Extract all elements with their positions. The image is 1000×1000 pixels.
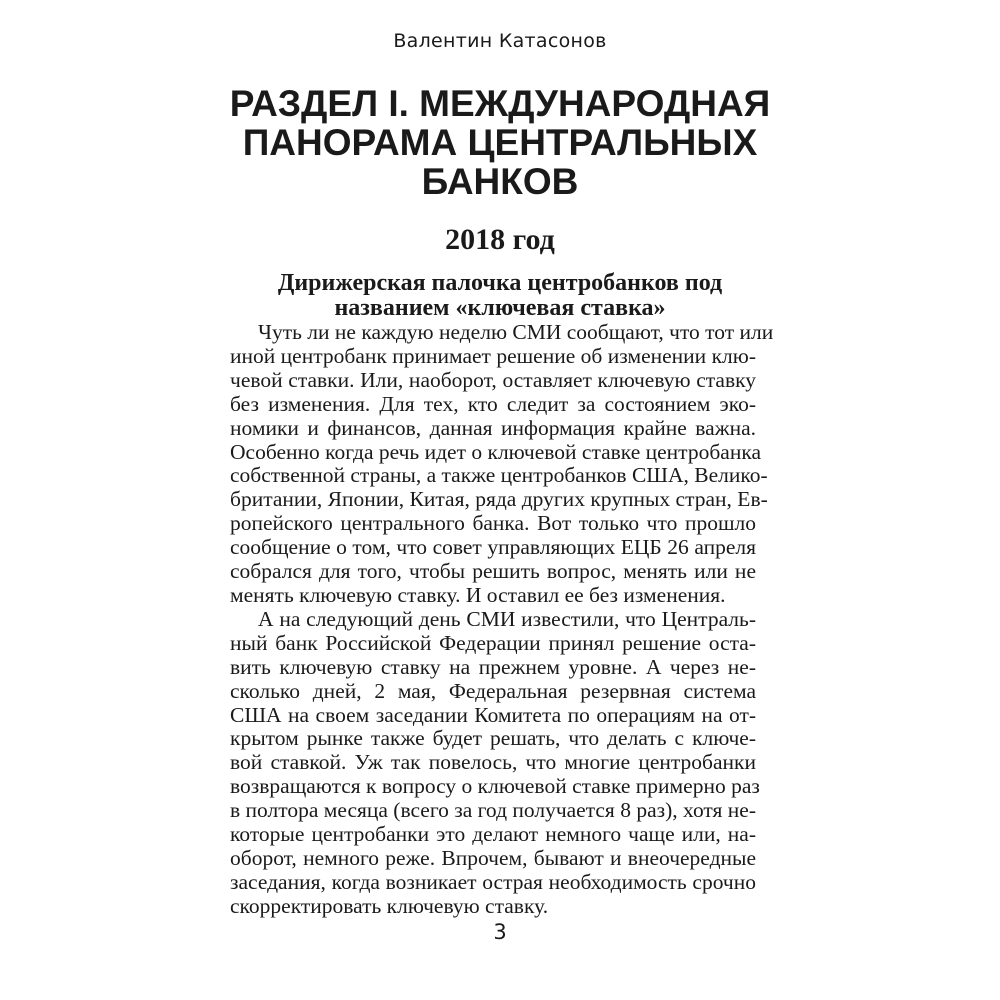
- text-line: в полтора месяца (всего за год получается 8 раз), хотя не-: [230, 798, 756, 823]
- section-title-line: ПАНОРАМА ЦЕНТРАЛЬНЫХ: [242, 122, 758, 163]
- text-line: британии, Японии, Китая, ряда других крупных стран, Ев-: [230, 487, 768, 512]
- article-title: [200, 271, 800, 321]
- text-line: сообщение о том, что совет управляющих ЕЦБ 26 апреля: [230, 535, 756, 560]
- text-line: вой ставкой. Уж так повелось, что многие центробанки: [230, 750, 756, 775]
- section-title: [160, 84, 840, 201]
- paragraph: [230, 606, 760, 919]
- text-line: заседания, когда возникает острая необходимость срочно: [230, 869, 756, 894]
- paragraph: [230, 320, 774, 608]
- text-line: скорректировать ключевую ставку.: [230, 893, 549, 918]
- text-line: ропейского центрального банка. Вот только что прошло: [230, 511, 756, 536]
- text-line: ный банк Российской Федерации принял решение оста-: [230, 630, 756, 655]
- section-title-line: БАНКОВ: [421, 161, 579, 202]
- article-title-line: Дирижерская палочка центробанков под: [277, 270, 723, 296]
- article-title-line: названием «ключевая ставка»: [334, 295, 666, 321]
- text-line: номики и финансов, данная информация крайне важна.: [230, 415, 756, 440]
- body-text: [230, 320, 774, 919]
- text-line: А на следующий день СМИ известили, что Централь-: [258, 606, 756, 631]
- text-line: Особенно когда речь идет о ключевой ставке центробанка: [230, 439, 761, 464]
- section-title-line: РАЗДЕЛ I. МЕЖДУНАРОДНАЯ: [229, 83, 771, 124]
- text-line: иной центробанк принимает решение об изменении клю-: [230, 343, 756, 368]
- text-line: крытом рынке также будет решать, что делать с ключе-: [230, 726, 756, 751]
- text-line: собрался для того, чтобы решить вопрос, менять или не: [230, 559, 756, 584]
- text-line: менять ключевую ставку. И оставил ее без изменения.: [230, 582, 726, 607]
- text-line: вить ключевую ставку на прежнем уровне. А через не-: [230, 654, 756, 679]
- text-line: сколько дней, 2 мая, Федеральная резервная система: [230, 678, 756, 703]
- text-line: США на своем заседании Комитета по операциям на от-: [230, 702, 756, 727]
- page-number: 3: [493, 920, 507, 944]
- text-line: чевой ставки. Или, наоборот, оставляет ключевую ставку: [230, 367, 756, 392]
- text-line: собственной страны, а также центробанков США, Велико-: [230, 463, 768, 488]
- text-line: которые центробанки это делают немного чаще или, на-: [230, 822, 756, 847]
- text-line: возвращаются к вопросу о ключевой ставке примерно раз: [230, 774, 760, 799]
- text-line: без изменения. Для тех, кто следит за состоянием эко-: [230, 391, 756, 416]
- year-heading: 2018 год: [445, 223, 555, 256]
- text-line: Чуть ли не каждую неделю СМИ сообщают, что тот или: [258, 320, 774, 344]
- running-head-author: Валентин Катасонов: [393, 30, 607, 52]
- text-line: оборот, немного реже. Впрочем, бывают и внеочередные: [230, 845, 756, 870]
